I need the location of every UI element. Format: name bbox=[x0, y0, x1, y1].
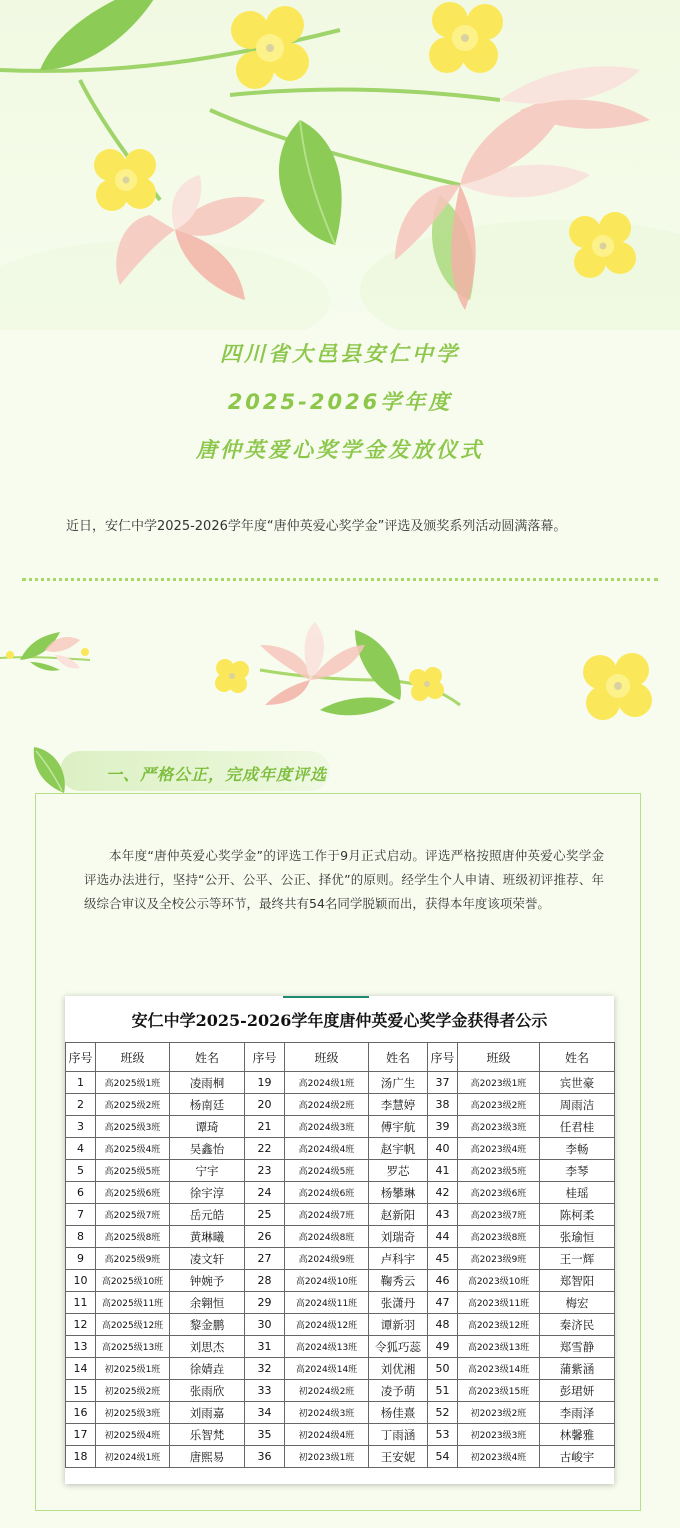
cell-class: 初2024级3班 bbox=[285, 1402, 369, 1424]
cell-number: 8 bbox=[66, 1226, 96, 1248]
cell-class: 高2024级14班 bbox=[285, 1358, 369, 1380]
cell-name: 李慧婷 bbox=[369, 1094, 428, 1116]
cell-name: 徐宇淳 bbox=[170, 1182, 245, 1204]
cell-number: 13 bbox=[66, 1336, 96, 1358]
cell-number: 9 bbox=[66, 1248, 96, 1270]
cell-name: 黄琳曦 bbox=[170, 1226, 245, 1248]
cell-class: 高2024级12班 bbox=[285, 1314, 369, 1336]
cell-number: 5 bbox=[66, 1160, 96, 1182]
cell-class: 高2023级5班 bbox=[458, 1160, 540, 1182]
cell-number: 33 bbox=[245, 1380, 285, 1402]
page-title bbox=[0, 330, 680, 474]
cell-name: 刘雨嘉 bbox=[170, 1402, 245, 1424]
table-row bbox=[66, 1160, 615, 1182]
cell-number: 29 bbox=[245, 1292, 285, 1314]
cell-class: 高2023级11班 bbox=[458, 1292, 540, 1314]
cell-name: 凌文轩 bbox=[170, 1248, 245, 1270]
cell-number: 2 bbox=[66, 1094, 96, 1116]
cell-name: 杨佳熹 bbox=[369, 1402, 428, 1424]
cell-number: 31 bbox=[245, 1336, 285, 1358]
cell-number: 27 bbox=[245, 1248, 285, 1270]
cell-class: 初2025级3班 bbox=[96, 1402, 170, 1424]
cell-class: 高2024级11班 bbox=[285, 1292, 369, 1314]
cell-class: 高2025级9班 bbox=[96, 1248, 170, 1270]
cell-class: 高2023级14班 bbox=[458, 1358, 540, 1380]
cell-class: 高2023级9班 bbox=[458, 1248, 540, 1270]
cell-name: 刘思杰 bbox=[170, 1336, 245, 1358]
cell-number: 18 bbox=[66, 1446, 96, 1468]
cell-class: 高2023级3班 bbox=[458, 1116, 540, 1138]
cell-name: 唐熙易 bbox=[170, 1446, 245, 1468]
cell-number: 6 bbox=[66, 1182, 96, 1204]
cell-name: 林馨雅 bbox=[540, 1424, 615, 1446]
cell-class: 高2025级7班 bbox=[96, 1204, 170, 1226]
cell-class: 高2023级2班 bbox=[458, 1094, 540, 1116]
cell-name: 李畅 bbox=[540, 1138, 615, 1160]
cell-class: 高2025级2班 bbox=[96, 1094, 170, 1116]
cell-name: 古峻宇 bbox=[540, 1446, 615, 1468]
cell-class: 高2024级8班 bbox=[285, 1226, 369, 1248]
cell-class: 高2025级4班 bbox=[96, 1138, 170, 1160]
cell-number: 14 bbox=[66, 1358, 96, 1380]
cell-number: 26 bbox=[245, 1226, 285, 1248]
table-row bbox=[66, 1424, 615, 1446]
cell-name: 王安妮 bbox=[369, 1446, 428, 1468]
cell-name: 陈柯柔 bbox=[540, 1204, 615, 1226]
floral-divider-icon bbox=[0, 610, 680, 730]
cell-name: 谭新羽 bbox=[369, 1314, 428, 1336]
cell-name: 赵新阳 bbox=[369, 1204, 428, 1226]
cell-number: 17 bbox=[66, 1424, 96, 1446]
table-row bbox=[66, 1226, 615, 1248]
cell-number: 28 bbox=[245, 1270, 285, 1292]
cell-class: 高2023级7班 bbox=[458, 1204, 540, 1226]
section-card bbox=[35, 793, 641, 1511]
table-header-row bbox=[66, 1043, 615, 1072]
cell-class: 高2024级6班 bbox=[285, 1182, 369, 1204]
cell-name: 杨攀琳 bbox=[369, 1182, 428, 1204]
section-title: 一、严格公正，完成年度评选 bbox=[106, 765, 328, 784]
cell-number: 7 bbox=[66, 1204, 96, 1226]
cell-name: 谭琦 bbox=[170, 1116, 245, 1138]
cell-name: 凌予萌 bbox=[369, 1380, 428, 1402]
header-class-1: 班级 bbox=[96, 1043, 170, 1072]
cell-number: 34 bbox=[245, 1402, 285, 1424]
cell-class: 高2024级9班 bbox=[285, 1248, 369, 1270]
cell-number: 45 bbox=[428, 1248, 458, 1270]
cell-class: 高2025级1班 bbox=[96, 1072, 170, 1094]
cell-number: 11 bbox=[66, 1292, 96, 1314]
cell-name: 杨南廷 bbox=[170, 1094, 245, 1116]
cell-class: 初2025级2班 bbox=[96, 1380, 170, 1402]
cell-class: 高2023级6班 bbox=[458, 1182, 540, 1204]
cell-name: 刘优湘 bbox=[369, 1358, 428, 1380]
intro-text: 近日，安仁中学2025-2026学年度“唐仲英爱心奖学金”评选及颁奖系列活动圆满落幕。 bbox=[66, 519, 567, 534]
cell-name: 王一辉 bbox=[540, 1248, 615, 1270]
section-heading bbox=[30, 745, 330, 797]
title-school: 四川省大邑县安仁中学 bbox=[220, 342, 460, 366]
cell-name: 桂瑶 bbox=[540, 1182, 615, 1204]
cell-class: 初2023级2班 bbox=[458, 1402, 540, 1424]
cell-class: 高2024级3班 bbox=[285, 1116, 369, 1138]
cell-class: 高2024级1班 bbox=[285, 1072, 369, 1094]
cell-class: 高2024级2班 bbox=[285, 1094, 369, 1116]
table-row bbox=[66, 1094, 615, 1116]
winners-table-card bbox=[65, 996, 614, 1484]
cell-number: 39 bbox=[428, 1116, 458, 1138]
cell-name: 张雨欣 bbox=[170, 1380, 245, 1402]
cell-number: 4 bbox=[66, 1138, 96, 1160]
table-row bbox=[66, 1358, 615, 1380]
header-name-2: 姓名 bbox=[369, 1043, 428, 1072]
title-year: 2025-2026学年度 bbox=[227, 390, 453, 414]
cell-number: 50 bbox=[428, 1358, 458, 1380]
cell-number: 42 bbox=[428, 1182, 458, 1204]
cell-number: 32 bbox=[245, 1358, 285, 1380]
cell-number: 52 bbox=[428, 1402, 458, 1424]
cell-name: 鞠秀云 bbox=[369, 1270, 428, 1292]
cell-number: 37 bbox=[428, 1072, 458, 1094]
title-event: 唐仲英爱心奖学金发放仪式 bbox=[196, 438, 484, 462]
cell-class: 初2024级1班 bbox=[96, 1446, 170, 1468]
table-row bbox=[66, 1116, 615, 1138]
cell-name: 徐婧垚 bbox=[170, 1358, 245, 1380]
cell-name: 凌雨桐 bbox=[170, 1072, 245, 1094]
cell-number: 36 bbox=[245, 1446, 285, 1468]
table-row bbox=[66, 1072, 615, 1094]
cell-number: 41 bbox=[428, 1160, 458, 1182]
cell-class: 高2025级6班 bbox=[96, 1182, 170, 1204]
cell-name: 钟婉予 bbox=[170, 1270, 245, 1292]
cell-number: 51 bbox=[428, 1380, 458, 1402]
cell-number: 40 bbox=[428, 1138, 458, 1160]
cell-number: 35 bbox=[245, 1424, 285, 1446]
cell-number: 48 bbox=[428, 1314, 458, 1336]
cell-name: 郑雪静 bbox=[540, 1336, 615, 1358]
floral-banner-icon bbox=[0, 0, 680, 330]
cell-class: 高2025级10班 bbox=[96, 1270, 170, 1292]
cell-class: 高2024级10班 bbox=[285, 1270, 369, 1292]
cell-number: 49 bbox=[428, 1336, 458, 1358]
cell-name: 傅宇航 bbox=[369, 1116, 428, 1138]
table-row bbox=[66, 1204, 615, 1226]
table-row bbox=[66, 1336, 615, 1358]
header-class-3: 班级 bbox=[458, 1043, 540, 1072]
table-row bbox=[66, 1402, 615, 1424]
cell-name: 卢科宇 bbox=[369, 1248, 428, 1270]
cell-class: 高2023级13班 bbox=[458, 1336, 540, 1358]
cell-number: 54 bbox=[428, 1446, 458, 1468]
section-paragraph: 本年度“唐仲英爱心奖学金”的评选工作于9月正式启动。评选严格按照唐仲英爱心奖学金评选办法进行，坚持“公开、公平、公正、择优”的原则。经学生个人申请、班级初评推荐、年级综合审议及全校公示等环节，最终共有54名同学脱颖而出，获得本年度该项荣誉。 bbox=[84, 848, 604, 911]
table-title: 安仁中学2025-2026学年度唐仲英爱心奖学金获得者公示 bbox=[131, 1011, 548, 1030]
cell-name: 蒲紫涵 bbox=[540, 1358, 615, 1380]
cell-number: 24 bbox=[245, 1182, 285, 1204]
cell-name: 令狐巧蕊 bbox=[369, 1336, 428, 1358]
cell-name: 郑智阳 bbox=[540, 1270, 615, 1292]
cell-number: 22 bbox=[245, 1138, 285, 1160]
cell-class: 初2024级4班 bbox=[285, 1424, 369, 1446]
header-no-2: 序号 bbox=[245, 1043, 285, 1072]
table-accent-line bbox=[283, 996, 369, 998]
header-no-3: 序号 bbox=[428, 1043, 458, 1072]
cell-name: 张瑜恒 bbox=[540, 1226, 615, 1248]
cell-class: 高2023级4班 bbox=[458, 1138, 540, 1160]
dotted-divider bbox=[22, 578, 658, 581]
cell-number: 30 bbox=[245, 1314, 285, 1336]
cell-number: 16 bbox=[66, 1402, 96, 1424]
cell-class: 高2025级11班 bbox=[96, 1292, 170, 1314]
cell-number: 10 bbox=[66, 1270, 96, 1292]
cell-number: 53 bbox=[428, 1424, 458, 1446]
cell-class: 高2024级7班 bbox=[285, 1204, 369, 1226]
cell-number: 12 bbox=[66, 1314, 96, 1336]
cell-class: 高2025级13班 bbox=[96, 1336, 170, 1358]
table-row bbox=[66, 1138, 615, 1160]
cell-number: 15 bbox=[66, 1380, 96, 1402]
cell-name: 李雨泽 bbox=[540, 1402, 615, 1424]
table-row bbox=[66, 1270, 615, 1292]
cell-number: 38 bbox=[428, 1094, 458, 1116]
cell-class: 高2025级12班 bbox=[96, 1314, 170, 1336]
table-row bbox=[66, 1182, 615, 1204]
cell-name: 周雨洁 bbox=[540, 1094, 615, 1116]
cell-name: 丁雨涵 bbox=[369, 1424, 428, 1446]
cell-number: 21 bbox=[245, 1116, 285, 1138]
cell-name: 梅宏 bbox=[540, 1292, 615, 1314]
cell-name: 秦济民 bbox=[540, 1314, 615, 1336]
cell-name: 宁宇 bbox=[170, 1160, 245, 1182]
cell-name: 吴鑫怡 bbox=[170, 1138, 245, 1160]
cell-class: 高2024级13班 bbox=[285, 1336, 369, 1358]
header-name-3: 姓名 bbox=[540, 1043, 615, 1072]
cell-name: 任君桂 bbox=[540, 1116, 615, 1138]
cell-name: 赵宇帆 bbox=[369, 1138, 428, 1160]
cell-class: 初2025级4班 bbox=[96, 1424, 170, 1446]
cell-number: 1 bbox=[66, 1072, 96, 1094]
cell-name: 余翱恒 bbox=[170, 1292, 245, 1314]
cell-class: 初2024级2班 bbox=[285, 1380, 369, 1402]
cell-number: 43 bbox=[428, 1204, 458, 1226]
cell-class: 高2023级15班 bbox=[458, 1380, 540, 1402]
table-row bbox=[66, 1292, 615, 1314]
cell-class: 高2024级4班 bbox=[285, 1138, 369, 1160]
header-no-1: 序号 bbox=[66, 1043, 96, 1072]
cell-class: 高2023级10班 bbox=[458, 1270, 540, 1292]
table-row bbox=[66, 1314, 615, 1336]
cell-name: 张潇丹 bbox=[369, 1292, 428, 1314]
cell-number: 20 bbox=[245, 1094, 285, 1116]
cell-class: 高2025级8班 bbox=[96, 1226, 170, 1248]
cell-class: 初2023级4班 bbox=[458, 1446, 540, 1468]
cell-class: 高2024级5班 bbox=[285, 1160, 369, 1182]
cell-name: 刘瑞奇 bbox=[369, 1226, 428, 1248]
cell-name: 乐智梵 bbox=[170, 1424, 245, 1446]
cell-class: 高2023级1班 bbox=[458, 1072, 540, 1094]
cell-class: 高2025级5班 bbox=[96, 1160, 170, 1182]
cell-name: 黎金鹏 bbox=[170, 1314, 245, 1336]
cell-number: 47 bbox=[428, 1292, 458, 1314]
cell-number: 19 bbox=[245, 1072, 285, 1094]
cell-class: 高2025级3班 bbox=[96, 1116, 170, 1138]
cell-class: 高2023级8班 bbox=[458, 1226, 540, 1248]
table-row bbox=[66, 1446, 615, 1468]
table-row bbox=[66, 1248, 615, 1270]
winners-table bbox=[65, 1042, 615, 1468]
leaf-icon bbox=[30, 745, 70, 797]
cell-class: 初2023级1班 bbox=[285, 1446, 369, 1468]
cell-number: 44 bbox=[428, 1226, 458, 1248]
cell-number: 3 bbox=[66, 1116, 96, 1138]
cell-name: 岳元皓 bbox=[170, 1204, 245, 1226]
cell-name: 罗芯 bbox=[369, 1160, 428, 1182]
cell-name: 李琴 bbox=[540, 1160, 615, 1182]
hero-illustration bbox=[0, 0, 680, 330]
cell-class: 初2023级3班 bbox=[458, 1424, 540, 1446]
cell-class: 初2025级1班 bbox=[96, 1358, 170, 1380]
cell-number: 46 bbox=[428, 1270, 458, 1292]
cell-class: 高2023级12班 bbox=[458, 1314, 540, 1336]
cell-number: 25 bbox=[245, 1204, 285, 1226]
cell-name: 汤广生 bbox=[369, 1072, 428, 1094]
header-name-1: 姓名 bbox=[170, 1043, 245, 1072]
cell-number: 23 bbox=[245, 1160, 285, 1182]
cell-name: 宾世豪 bbox=[540, 1072, 615, 1094]
cell-name: 彭珺妍 bbox=[540, 1380, 615, 1402]
table-row bbox=[66, 1380, 615, 1402]
header-class-2: 班级 bbox=[285, 1043, 369, 1072]
